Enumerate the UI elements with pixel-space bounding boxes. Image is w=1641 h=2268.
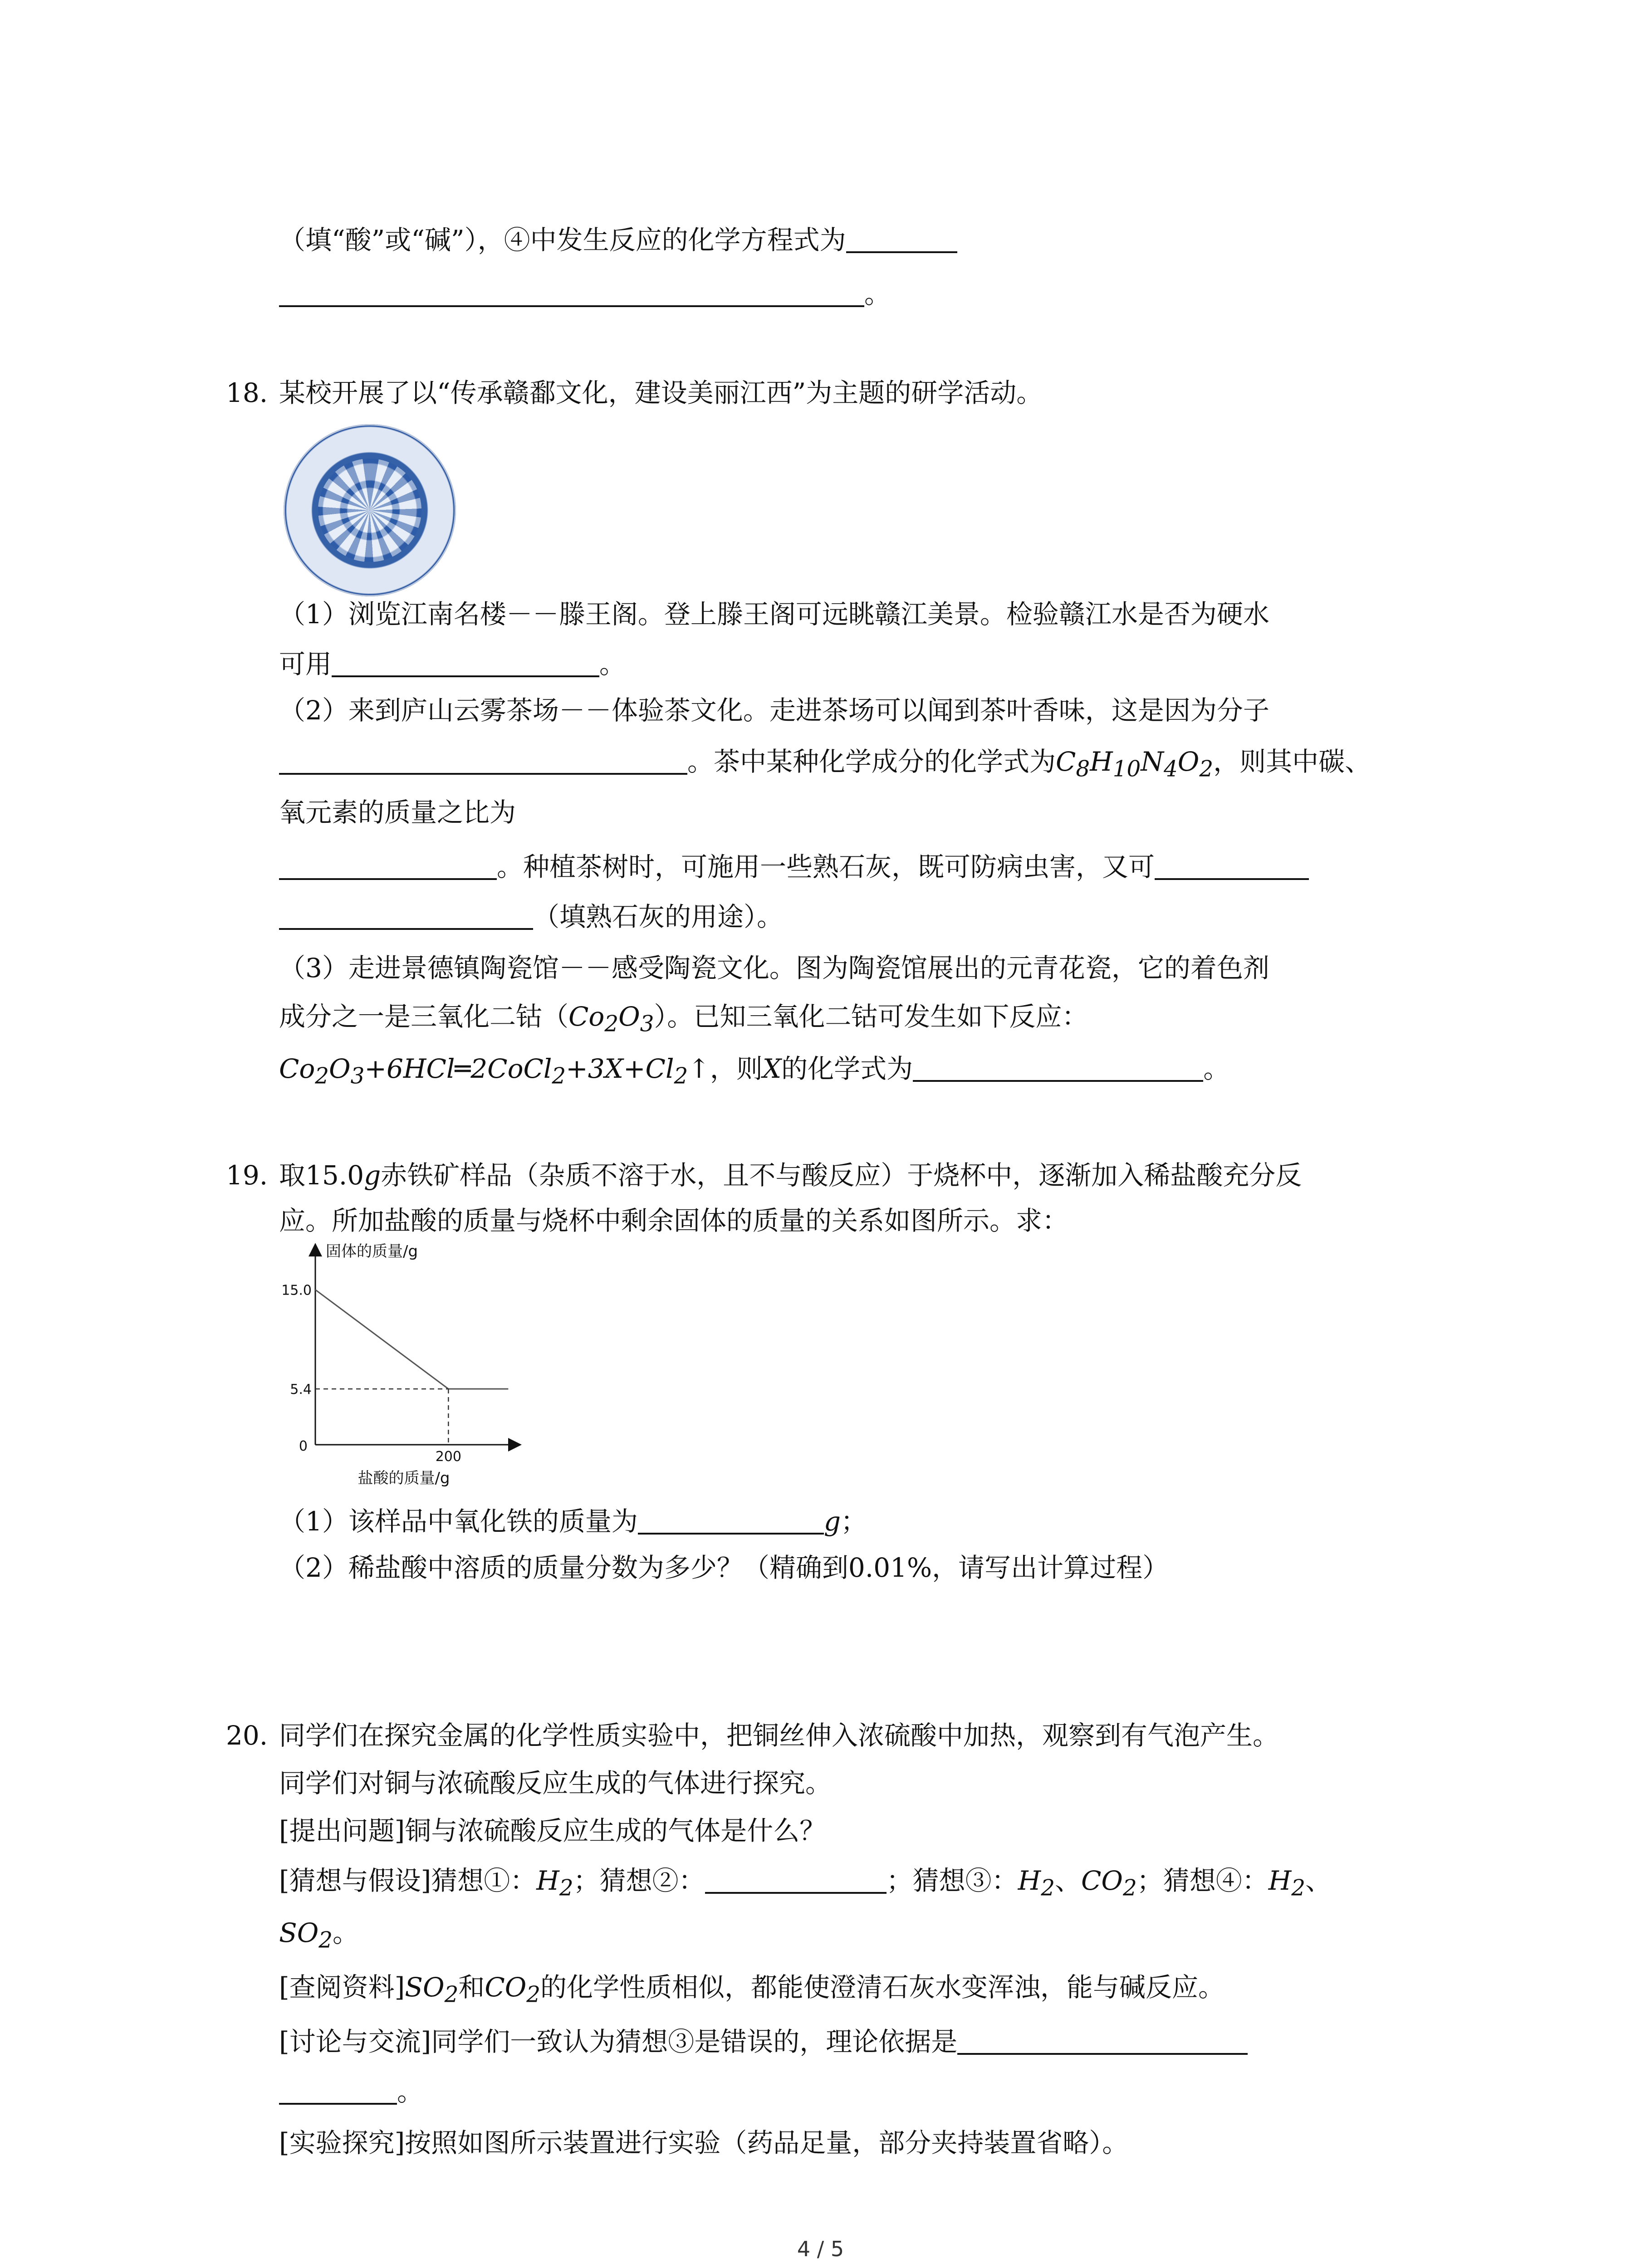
page-number: 4 / 5 — [797, 2237, 844, 2261]
y-tick-label: 15.0 — [281, 1282, 312, 1299]
q20-hypotheses-cont: $SO_2$。 — [279, 1917, 359, 1953]
x-axis-label: 盐酸的质量/g — [358, 1469, 450, 1487]
answer-blank[interactable] — [957, 2028, 1248, 2055]
answer-blank[interactable] — [846, 226, 957, 253]
answer-blank[interactable] — [279, 280, 864, 307]
x-tick-label: 200 — [435, 1449, 461, 1465]
reaction-equation: $Co_2O_3+6HCl═2CoCl_2+3X+Cl_2↑$ — [279, 1053, 710, 1089]
prev-question-line-2: 。 — [279, 278, 891, 311]
q20-experiment: [实验探究]按照如图所示装置进行实验（药品足量，部分夹持装置省略）。 — [279, 2127, 1129, 2158]
blue-white-porcelain-plate-image — [284, 424, 456, 596]
answer-blank[interactable] — [1155, 853, 1309, 880]
answer-blank[interactable] — [913, 1055, 1203, 1082]
prev-question-line-1: （填“酸”或“碱”），④中发生反应的化学方程式为 — [279, 224, 957, 257]
q20-question: [提出问题]铜与浓硫酸反应生成的气体是什么？ — [279, 1815, 826, 1846]
answer-blank[interactable] — [332, 650, 599, 677]
q18-part2-line1: （2）来到庐山云雾茶场－－体验茶文化。走进茶场可以闻到茶叶香味，这是因为分子 — [279, 695, 1269, 726]
answer-blank[interactable] — [279, 853, 497, 880]
q19-number: 19. — [226, 1160, 268, 1191]
q18-part2-line3: 氧元素的质量之比为 — [279, 797, 516, 828]
q18-part1-line1: （1）浏览江南名楼－－滕王阁。登上滕王阁可远眺赣江美景。检验赣江水是否为硬水 — [279, 599, 1269, 630]
y-tick-label: 5.4 — [290, 1382, 312, 1398]
solid-mass-vs-acid-mass-chart — [268, 1238, 522, 1492]
q20-line2: 同学们对铜与浓硫酸反应生成的气体进行探究。 — [279, 1768, 832, 1799]
q20-number: 20. — [226, 1720, 268, 1751]
caffeine-formula: $C_8H_{10}N_4O_2$ — [1056, 746, 1214, 782]
origin-label: 0 — [299, 1438, 308, 1454]
answer-blank[interactable] — [279, 2078, 397, 2105]
answer-blank[interactable] — [279, 903, 533, 930]
q19-part2: （2）稀盐酸中溶质的质量分数为多少？（精确到0.01%，请写出计算过程） — [279, 1552, 1169, 1583]
answer-blank[interactable] — [705, 1867, 887, 1894]
series-line — [315, 1290, 508, 1389]
q19-line2: 应。所加盐酸的质量与烧杯中剩余固体的质量的关系如图所示。求： — [279, 1205, 1069, 1236]
q19-line1: 取15.0g赤铁矿样品（杂质不溶于水，且不与酸反应）于烧杯中，逐渐加入稀盐酸充分反 — [279, 1160, 1302, 1191]
cobalt-oxide-formula: $Co_2O_3$ — [568, 1001, 654, 1037]
answer-blank[interactable] — [638, 1508, 824, 1535]
q18-part2-line4: 。种植茶树时，可施用一些熟石灰，既可防病虫害，又可 — [279, 850, 1309, 884]
answer-blank[interactable] — [279, 748, 687, 775]
q18-part1-line2: 可用 。 — [279, 649, 626, 679]
q20-line1: 同学们在探究金属的化学性质实验中，把铜丝伸入浓硫酸中加热，观察到有气泡产生。 — [279, 1720, 1279, 1751]
y-axis-label: 固体的质量/g — [326, 1242, 418, 1261]
q19-part1: （1）该样品中氧化铁的质量为 g； — [279, 1506, 867, 1537]
q18-intro: 某校开展了以“传承赣鄱文化，建设美丽江西”为主题的研学活动。 — [279, 377, 1043, 408]
q18-part3-line1: （3）走进景德镇陶瓷馆－－感受陶瓷文化。图为陶瓷馆展出的元青花瓷，它的着色剂 — [279, 953, 1269, 983]
q18-part3-line3: $Co_2O_3+6HCl═2CoCl_2+3X+Cl_2↑$，则X的化学式为 。 — [279, 1053, 1230, 1089]
q18-part3-line2: 成分之一是三氧化二钴$(Co_2O_3)$。已知三氧化二钴可发生如下反应： — [279, 1001, 1088, 1037]
q20-reference: [查阅资料]$SO_2$和$CO_2$的化学性质相似，都能使澄清石灰水变浑浊，能与碱反应。 — [279, 1972, 1225, 2008]
q18-part2-line5: （填熟石灰的用途）。 — [279, 900, 783, 934]
q18-part2-line2: 。茶中某种化学成分的化学式为$C_8H_{10}N_4O_2$，则其中碳、 — [279, 745, 1371, 783]
q20-discussion: [讨论与交流]同学们一致认为猜想③是错误的，理论依据是 — [279, 2025, 1248, 2058]
q20-hypotheses: [猜想与假设]猜想①：$H_2$；猜想②： ；猜想③：$H_2$、$CO_2$；猜想④：$H_2$、 — [279, 1865, 1332, 1901]
q20-discussion-cont: 。 — [279, 2075, 423, 2108]
q18-number: 18. — [226, 377, 268, 408]
